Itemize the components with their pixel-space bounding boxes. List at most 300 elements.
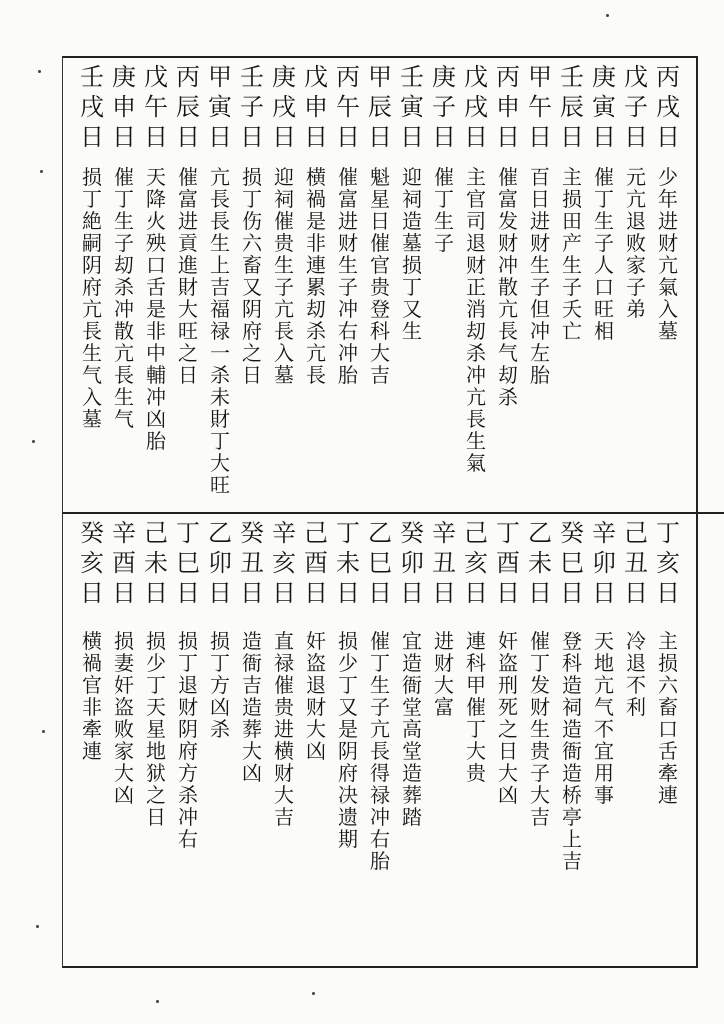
date-glyph: 日 bbox=[464, 579, 488, 607]
note-glyph: 胎 bbox=[338, 363, 358, 387]
top-note-column bbox=[493, 166, 523, 408]
bottom-date-column bbox=[653, 518, 683, 608]
note-glyph: 日 bbox=[498, 739, 518, 763]
note-glyph: 消 bbox=[466, 297, 486, 321]
note-glyph: 長 bbox=[466, 407, 486, 431]
note-glyph: 损 bbox=[210, 629, 230, 653]
top-note-column bbox=[141, 166, 171, 452]
date-glyph: 甲 bbox=[528, 63, 552, 91]
note-glyph: 司 bbox=[466, 209, 486, 233]
note-glyph: 家 bbox=[626, 253, 646, 277]
date-glyph: 庚 bbox=[432, 63, 456, 91]
note-glyph: 方 bbox=[210, 673, 230, 697]
note-glyph: 入 bbox=[82, 385, 102, 409]
date-glyph: 戊 bbox=[624, 63, 648, 91]
note-glyph: 口 bbox=[146, 253, 166, 277]
note-glyph: 退 bbox=[626, 651, 646, 675]
note-glyph: 科 bbox=[466, 651, 486, 675]
top-date-column bbox=[557, 62, 587, 152]
date-glyph: 日 bbox=[368, 579, 392, 607]
top-date-column bbox=[269, 62, 299, 152]
note-glyph: 财 bbox=[658, 231, 678, 255]
date-glyph: 子 bbox=[432, 93, 456, 121]
date-glyph: 己 bbox=[144, 519, 168, 547]
note-glyph: 气 bbox=[114, 407, 134, 431]
note-glyph: 退 bbox=[306, 673, 326, 697]
note-glyph: 造 bbox=[402, 209, 422, 233]
date-glyph: 日 bbox=[624, 123, 648, 151]
note-glyph: 杀 bbox=[114, 275, 134, 299]
note-glyph: 丁 bbox=[178, 651, 198, 675]
paper-speck bbox=[36, 925, 39, 928]
date-glyph: 亥 bbox=[656, 549, 680, 577]
note-glyph: 催 bbox=[338, 165, 358, 189]
note-glyph: 杀 bbox=[210, 717, 230, 741]
note-glyph: 衙 bbox=[242, 651, 262, 675]
date-glyph: 午 bbox=[528, 93, 552, 121]
note-glyph: 子 bbox=[338, 275, 358, 299]
note-glyph: 冲 bbox=[370, 805, 390, 829]
note-glyph: 损 bbox=[114, 629, 134, 653]
date-glyph: 丁 bbox=[496, 519, 520, 547]
date-glyph: 丁 bbox=[176, 519, 200, 547]
top-date-column bbox=[141, 62, 171, 152]
note-glyph: 亢 bbox=[498, 297, 518, 321]
note-glyph: 禍 bbox=[306, 187, 326, 211]
top-note-column bbox=[301, 166, 331, 386]
note-glyph: 刧 bbox=[466, 319, 486, 343]
note-glyph: 又 bbox=[402, 297, 422, 321]
note-glyph: 旺 bbox=[178, 319, 198, 343]
date-glyph: 巳 bbox=[368, 549, 392, 577]
note-glyph: 百 bbox=[530, 165, 550, 189]
date-glyph: 戊 bbox=[304, 63, 328, 91]
note-glyph: 财 bbox=[466, 253, 486, 277]
note-glyph: 之 bbox=[242, 341, 262, 365]
note-glyph: 气 bbox=[498, 341, 518, 365]
note-glyph: 损 bbox=[178, 629, 198, 653]
note-glyph: 家 bbox=[114, 739, 134, 763]
note-glyph: 丁 bbox=[114, 187, 134, 211]
bottom-note-column bbox=[109, 630, 139, 806]
note-glyph: 長 bbox=[498, 319, 518, 343]
note-glyph: 堂 bbox=[402, 739, 422, 763]
note-glyph: 吉 bbox=[274, 805, 294, 829]
note-glyph: 少 bbox=[338, 651, 358, 675]
note-glyph: 相 bbox=[594, 319, 614, 343]
top-date-column bbox=[525, 62, 555, 152]
bottom-date-column bbox=[77, 518, 107, 608]
top-date-column bbox=[365, 62, 395, 152]
note-glyph: 生 bbox=[594, 209, 614, 233]
bottom-date-column bbox=[141, 518, 171, 608]
date-glyph: 未 bbox=[144, 549, 168, 577]
note-glyph: 官 bbox=[466, 187, 486, 211]
bottom-date-column bbox=[429, 518, 459, 608]
note-glyph: 殃 bbox=[146, 231, 166, 255]
note-glyph: 杀 bbox=[210, 363, 230, 387]
note-glyph: 葬 bbox=[402, 783, 422, 807]
date-glyph: 癸 bbox=[240, 519, 264, 547]
note-glyph: 天 bbox=[146, 695, 166, 719]
note-glyph: 造 bbox=[562, 673, 582, 697]
note-glyph: 氣 bbox=[466, 451, 486, 475]
note-glyph: 是 bbox=[306, 209, 326, 233]
note-glyph: 冲 bbox=[498, 253, 518, 277]
date-glyph: 丙 bbox=[336, 63, 360, 91]
note-glyph: 生 bbox=[274, 253, 294, 277]
note-glyph: 生 bbox=[402, 319, 422, 343]
note-glyph: 狱 bbox=[146, 761, 166, 785]
note-glyph: 進 bbox=[178, 253, 198, 277]
note-glyph: 牽 bbox=[82, 717, 102, 741]
top-note-column bbox=[557, 166, 587, 342]
note-glyph: 一 bbox=[210, 341, 230, 365]
paper-speck bbox=[32, 440, 35, 443]
note-glyph: 杀 bbox=[498, 385, 518, 409]
note-glyph: 長 bbox=[210, 187, 230, 211]
date-glyph: 日 bbox=[208, 579, 232, 607]
date-glyph: 亥 bbox=[464, 549, 488, 577]
note-glyph: 是 bbox=[146, 297, 166, 321]
note-glyph: 田 bbox=[562, 209, 582, 233]
note-glyph: 上 bbox=[562, 827, 582, 851]
date-glyph: 丁 bbox=[336, 519, 360, 547]
note-glyph: 連 bbox=[466, 629, 486, 653]
note-glyph: 中 bbox=[146, 341, 166, 365]
date-glyph: 日 bbox=[432, 123, 456, 151]
bottom-date-column bbox=[493, 518, 523, 608]
note-glyph: 阴 bbox=[178, 717, 198, 741]
note-glyph: 催 bbox=[114, 165, 134, 189]
note-glyph: 子 bbox=[626, 275, 646, 299]
note-glyph: 子 bbox=[562, 275, 582, 299]
note-glyph: 甲 bbox=[466, 673, 486, 697]
date-glyph: 丑 bbox=[624, 549, 648, 577]
date-glyph: 壬 bbox=[240, 63, 264, 91]
note-glyph: 日 bbox=[530, 187, 550, 211]
note-glyph: 旺 bbox=[594, 297, 614, 321]
note-glyph: 贵 bbox=[370, 275, 390, 299]
bottom-note-column bbox=[589, 630, 619, 806]
bottom-date-column bbox=[205, 518, 235, 608]
date-glyph: 丙 bbox=[496, 63, 520, 91]
note-glyph: 丁 bbox=[434, 187, 454, 211]
top-date-column bbox=[429, 62, 459, 152]
note-glyph: 冲 bbox=[530, 319, 550, 343]
note-glyph: 少 bbox=[658, 165, 678, 189]
date-glyph: 辛 bbox=[592, 519, 616, 547]
note-glyph: 吉 bbox=[530, 805, 550, 829]
note-glyph: 发 bbox=[530, 673, 550, 697]
note-glyph: 催 bbox=[530, 629, 550, 653]
note-glyph: 人 bbox=[594, 253, 614, 277]
bottom-date-column bbox=[301, 518, 331, 608]
top-date-column bbox=[237, 62, 267, 152]
note-glyph: 亢 bbox=[594, 673, 614, 697]
top-note-column bbox=[77, 166, 107, 430]
top-date-column bbox=[333, 62, 363, 152]
note-glyph: 左 bbox=[530, 341, 550, 365]
note-glyph: 造 bbox=[242, 629, 262, 653]
note-glyph: 上 bbox=[210, 253, 230, 277]
note-glyph: 弟 bbox=[626, 297, 646, 321]
note-glyph: 气 bbox=[82, 363, 102, 387]
note-glyph: 畜 bbox=[242, 253, 262, 277]
note-glyph: 祠 bbox=[402, 187, 422, 211]
note-glyph: 府 bbox=[242, 319, 262, 343]
note-glyph: 退 bbox=[178, 673, 198, 697]
date-glyph: 戌 bbox=[272, 93, 296, 121]
date-glyph: 未 bbox=[528, 549, 552, 577]
note-glyph: 六 bbox=[242, 231, 262, 255]
note-glyph: 凶 bbox=[146, 407, 166, 431]
note-glyph: 生 bbox=[338, 253, 358, 277]
note-glyph: 官 bbox=[370, 253, 390, 277]
top-date-column bbox=[653, 62, 683, 152]
note-glyph: 但 bbox=[530, 297, 550, 321]
date-glyph: 壬 bbox=[560, 63, 584, 91]
note-glyph: 登 bbox=[370, 297, 390, 321]
note-glyph: 冲 bbox=[466, 363, 486, 387]
note-glyph: 损 bbox=[658, 651, 678, 675]
bottom-note-column bbox=[397, 630, 427, 828]
note-glyph: 子 bbox=[530, 761, 550, 785]
date-glyph: 日 bbox=[144, 123, 168, 151]
date-glyph: 日 bbox=[560, 123, 584, 151]
note-glyph: 天 bbox=[594, 629, 614, 653]
note-glyph: 盗 bbox=[306, 651, 326, 675]
date-glyph: 日 bbox=[176, 123, 200, 151]
date-glyph: 乙 bbox=[368, 519, 392, 547]
date-glyph: 酉 bbox=[496, 549, 520, 577]
date-glyph: 戌 bbox=[656, 93, 680, 121]
bottom-date-column bbox=[333, 518, 363, 608]
top-date-column bbox=[205, 62, 235, 152]
top-date-column bbox=[77, 62, 107, 152]
date-glyph: 戊 bbox=[144, 63, 168, 91]
note-glyph: 墓 bbox=[274, 363, 294, 387]
date-glyph: 日 bbox=[208, 123, 232, 151]
note-glyph: 生 bbox=[562, 253, 582, 277]
bottom-note-column bbox=[461, 630, 491, 784]
note-glyph: 大 bbox=[466, 739, 486, 763]
note-glyph: 主 bbox=[658, 629, 678, 653]
date-glyph: 日 bbox=[496, 123, 520, 151]
bottom-date-column bbox=[525, 518, 555, 608]
date-glyph: 日 bbox=[144, 579, 168, 607]
top-note-column bbox=[205, 166, 235, 496]
note-glyph: 进 bbox=[338, 209, 358, 233]
note-glyph: 子 bbox=[274, 275, 294, 299]
note-glyph: 损 bbox=[82, 165, 102, 189]
note-glyph: 富 bbox=[434, 695, 454, 719]
note-glyph: 方 bbox=[178, 761, 198, 785]
top-note-column bbox=[653, 166, 683, 342]
note-glyph: 衙 bbox=[562, 739, 582, 763]
note-glyph: 長 bbox=[210, 209, 230, 233]
note-glyph: 杀 bbox=[306, 319, 326, 343]
note-glyph: 大 bbox=[370, 341, 390, 365]
note-glyph: 迎 bbox=[402, 165, 422, 189]
note-glyph: 气 bbox=[594, 695, 614, 719]
note-glyph: 吉 bbox=[370, 363, 390, 387]
date-glyph: 日 bbox=[400, 123, 424, 151]
date-glyph: 辛 bbox=[112, 519, 136, 547]
note-glyph: 子 bbox=[530, 275, 550, 299]
note-glyph: 丁 bbox=[402, 275, 422, 299]
note-glyph: 大 bbox=[210, 451, 230, 475]
note-glyph: 阴 bbox=[338, 739, 358, 763]
top-date-column bbox=[301, 62, 331, 152]
note-glyph: 丁 bbox=[370, 651, 390, 675]
date-glyph: 日 bbox=[528, 123, 552, 151]
note-glyph: 衙 bbox=[402, 673, 422, 697]
note-glyph: 畜 bbox=[658, 695, 678, 719]
date-glyph: 日 bbox=[304, 123, 328, 151]
note-glyph: 冷 bbox=[626, 629, 646, 653]
note-glyph: 亭 bbox=[562, 805, 582, 829]
date-glyph: 子 bbox=[240, 93, 264, 121]
note-glyph: 胎 bbox=[370, 849, 390, 873]
date-glyph: 庚 bbox=[592, 63, 616, 91]
note-glyph: 财 bbox=[434, 651, 454, 675]
top-note-column bbox=[269, 166, 299, 386]
note-glyph: 子 bbox=[594, 231, 614, 255]
note-glyph: 生 bbox=[114, 209, 134, 233]
date-glyph: 寅 bbox=[592, 93, 616, 121]
note-glyph: 墓 bbox=[658, 319, 678, 343]
note-glyph: 催 bbox=[274, 209, 294, 233]
date-glyph: 日 bbox=[592, 579, 616, 607]
date-glyph: 戊 bbox=[464, 63, 488, 91]
note-glyph: 夭 bbox=[562, 297, 582, 321]
date-glyph: 日 bbox=[560, 579, 584, 607]
note-glyph: 絶 bbox=[82, 209, 102, 233]
note-glyph: 六 bbox=[658, 673, 678, 697]
note-glyph: 亢 bbox=[210, 165, 230, 189]
date-glyph: 庚 bbox=[112, 63, 136, 91]
note-glyph: 富 bbox=[498, 187, 518, 211]
note-glyph: 富 bbox=[178, 187, 198, 211]
note-glyph: 造 bbox=[562, 761, 582, 785]
note-glyph: 杀 bbox=[178, 783, 198, 807]
note-glyph: 丁 bbox=[530, 651, 550, 675]
bottom-note-column bbox=[525, 630, 555, 828]
note-glyph: 天 bbox=[146, 165, 166, 189]
bottom-date-column bbox=[365, 518, 395, 608]
bottom-note-column bbox=[493, 630, 523, 806]
top-note-column bbox=[589, 166, 619, 342]
date-glyph: 辰 bbox=[176, 93, 200, 121]
note-glyph: 造 bbox=[402, 651, 422, 675]
date-glyph: 甲 bbox=[368, 63, 392, 91]
top-date-column bbox=[173, 62, 203, 152]
note-glyph: 舌 bbox=[658, 739, 678, 763]
note-glyph: 退 bbox=[626, 209, 646, 233]
date-glyph: 丑 bbox=[432, 549, 456, 577]
date-glyph: 戌 bbox=[80, 93, 104, 121]
note-glyph: 葬 bbox=[242, 717, 262, 741]
paper-speck bbox=[42, 730, 45, 733]
note-glyph: 大 bbox=[530, 783, 550, 807]
note-glyph: 大 bbox=[434, 673, 454, 697]
note-glyph: 催 bbox=[466, 695, 486, 719]
note-glyph: 得 bbox=[370, 761, 390, 785]
note-glyph: 非 bbox=[306, 231, 326, 255]
note-glyph: 造 bbox=[402, 761, 422, 785]
date-glyph: 子 bbox=[624, 93, 648, 121]
note-glyph: 冲 bbox=[178, 805, 198, 829]
note-glyph: 不 bbox=[594, 717, 614, 741]
note-glyph: 进 bbox=[178, 209, 198, 233]
note-glyph: 损 bbox=[402, 253, 422, 277]
note-glyph: 生 bbox=[530, 717, 550, 741]
date-glyph: 巳 bbox=[560, 549, 584, 577]
note-glyph: 降 bbox=[146, 187, 166, 211]
paper-speck bbox=[312, 992, 315, 995]
note-glyph: 亢 bbox=[82, 297, 102, 321]
note-glyph: 胎 bbox=[530, 363, 550, 387]
note-glyph: 迎 bbox=[274, 165, 294, 189]
bottom-date-column bbox=[397, 518, 427, 608]
note-glyph: 丁 bbox=[210, 429, 230, 453]
note-glyph: 舌 bbox=[146, 275, 166, 299]
note-glyph: 子 bbox=[434, 231, 454, 255]
date-glyph: 日 bbox=[240, 123, 264, 151]
bottom-date-column bbox=[589, 518, 619, 608]
note-glyph: 丁 bbox=[210, 651, 230, 675]
paper-speck bbox=[156, 1000, 159, 1003]
note-glyph: 横 bbox=[306, 165, 326, 189]
date-glyph: 乙 bbox=[208, 519, 232, 547]
date-glyph: 辛 bbox=[432, 519, 456, 547]
note-glyph: 散 bbox=[114, 319, 134, 343]
note-glyph: 发 bbox=[498, 209, 518, 233]
bottom-date-column bbox=[557, 518, 587, 608]
note-glyph: 桥 bbox=[562, 783, 582, 807]
note-glyph: 大 bbox=[498, 761, 518, 785]
note-glyph: 禍 bbox=[82, 651, 102, 675]
note-glyph: 高 bbox=[402, 717, 422, 741]
bottom-note-column bbox=[173, 630, 203, 850]
note-glyph: 造 bbox=[242, 695, 262, 719]
date-glyph: 日 bbox=[80, 579, 104, 607]
date-glyph: 亥 bbox=[80, 549, 104, 577]
date-glyph: 酉 bbox=[304, 549, 328, 577]
note-glyph: 奸 bbox=[114, 673, 134, 697]
note-glyph: 进 bbox=[530, 209, 550, 233]
note-glyph: 损 bbox=[242, 165, 262, 189]
bottom-date-column bbox=[237, 518, 267, 608]
date-glyph: 午 bbox=[144, 93, 168, 121]
note-glyph: 官 bbox=[82, 673, 102, 697]
date-glyph: 日 bbox=[368, 123, 392, 151]
note-glyph: 連 bbox=[306, 253, 326, 277]
note-glyph: 富 bbox=[338, 187, 358, 211]
note-glyph: 杀 bbox=[466, 341, 486, 365]
note-glyph: 盗 bbox=[114, 695, 134, 719]
note-glyph: 贵 bbox=[466, 761, 486, 785]
date-glyph: 日 bbox=[464, 123, 488, 151]
note-glyph: 長 bbox=[274, 319, 294, 343]
date-glyph: 申 bbox=[112, 93, 136, 121]
note-glyph: 财 bbox=[274, 761, 294, 785]
top-date-column bbox=[397, 62, 427, 152]
note-glyph: 凶 bbox=[242, 761, 262, 785]
bottom-note-column bbox=[77, 630, 107, 762]
note-glyph: 凶 bbox=[306, 739, 326, 763]
